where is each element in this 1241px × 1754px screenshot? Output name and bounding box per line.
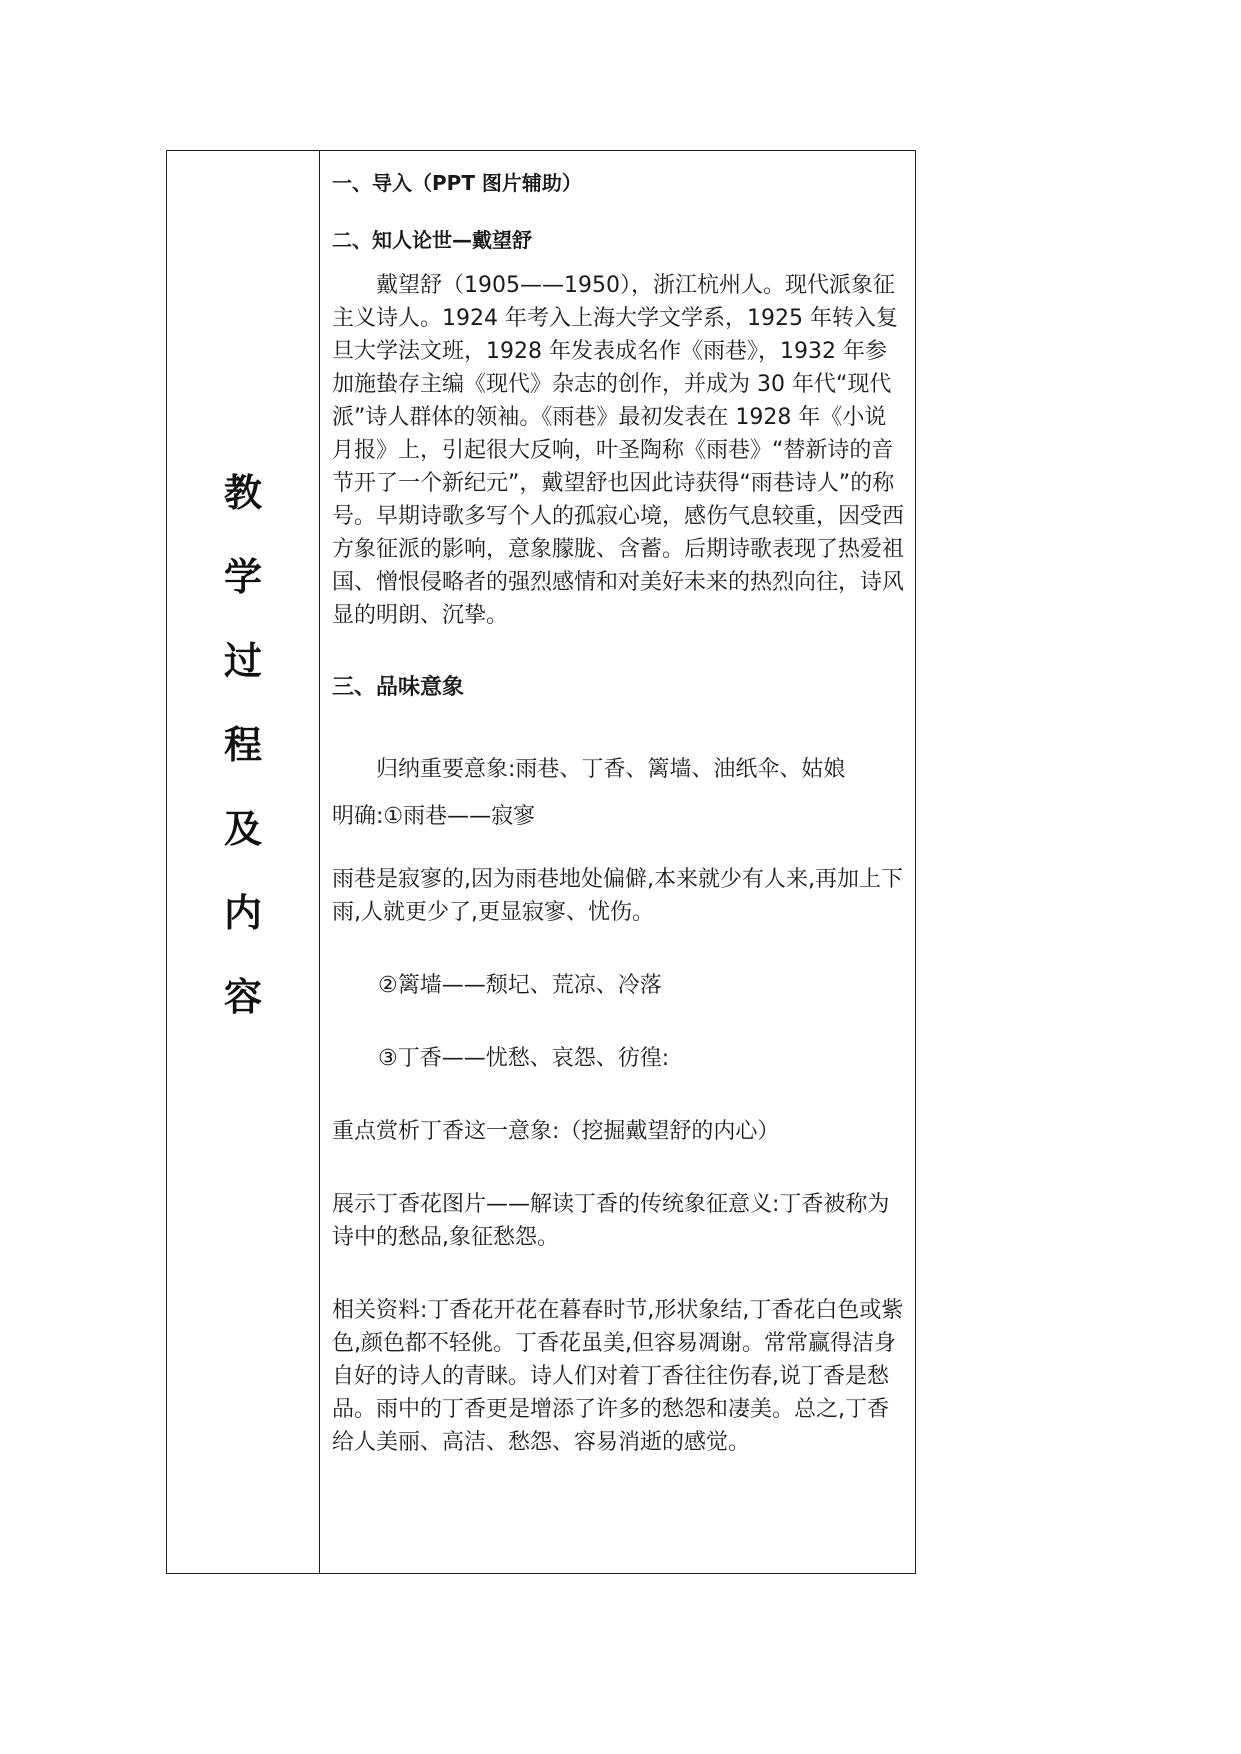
imagery-item-1-body: 雨巷是寂寥的,因为雨巷地处偏僻,本来就少有人来,再加上下雨,人就更少了,更显寂寥、忧伤。 [332, 867, 903, 925]
lesson-table [166, 150, 916, 1574]
author-bio-paragraph: 戴望舒（1905——1950），浙江杭州人。现代派象征主义诗人。1924 年考入上海大学文学系，1925 年转入复旦大学法文班，1928 年发表成名作《雨巷》，1932 年参加施蛰存主编《现代》杂志的创作，并成为 30 年代“现代派”诗人群体的领袖。《雨巷》最初发表在 1928 年《小说月报》上，引起很大反响，叶圣陶称《雨巷》“替新诗的音节开了一个新纪元”，戴望舒也因此诗获得“雨巷诗人”的称号。早期诗歌多写个人的孤寂心境，感伤气息较重，因受西方象征派的影响，意象朦胧、含蓄。后期诗歌表现了热爱祖国、憎恨侵略者的强烈感情和对美好未来的热烈向往，诗风显的明朗、沉挚。 [332, 273, 905, 628]
related-material: 相关资料:丁香花开花在暮春时节,形状象结,丁香花白色或紫色,颜色都不轻佻。丁香花虽美,但容易凋谢。常常赢得洁身自好的诗人的青睐。诗人们对着丁香往往伤春,说丁香是愁品。雨中的丁香更是增添了许多的愁怨和凄美。总之,丁香给人美丽、高洁、愁怨、容易消逝的感觉。 [332, 1298, 904, 1455]
imagery-item-2: ②篱墙——颓圮、荒凉、冷落 [378, 973, 662, 998]
content-cell [320, 151, 916, 1574]
label-char: 及 [223, 806, 262, 851]
label-char: 教 [223, 470, 262, 515]
imagery-summary: 归纳重要意象:雨巷、丁香、篱墙、油纸伞、姑娘 [376, 757, 846, 782]
section-heading-imagery: 三、品味意象 [332, 675, 465, 700]
label-char: 过 [223, 638, 262, 683]
label-char: 程 [223, 722, 262, 767]
section-label-cell [167, 151, 320, 1574]
label-char: 学 [223, 554, 262, 599]
label-char: 内 [223, 890, 262, 935]
imagery-item-1: 明确:①雨巷——寂寥 [332, 804, 536, 829]
section-heading-author: 二、知人论世—戴望舒 [332, 228, 532, 252]
focus-analysis: 重点赏析丁香这一意象:（挖掘戴望舒的内心） [332, 1119, 780, 1144]
section-heading-intro: 一、导入（PPT 图片辅助） [332, 171, 582, 195]
section-label [167, 451, 319, 1039]
imagery-item-3: ③丁香——忧愁、哀怨、彷徨: [378, 1046, 670, 1071]
label-char: 容 [223, 974, 262, 1019]
table-row [167, 151, 916, 1574]
lilac-symbolism: 展示丁香花图片——解读丁香的传统象征意义:丁香被称为诗中的愁品,象征愁怨。 [332, 1192, 890, 1250]
